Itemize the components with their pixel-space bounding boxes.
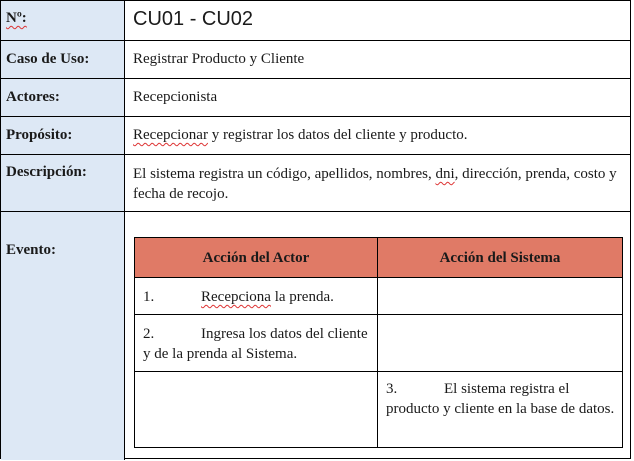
caso-de-uso-label: Caso de Uso:: [1, 41, 125, 78]
proposito-label: Propósito:: [1, 117, 125, 154]
event-flow-header: [135, 238, 622, 278]
event-flow-table: [134, 237, 623, 448]
system-step-empty-2: [378, 315, 622, 371]
header-accion-sistema: Acción del Sistema: [439, 250, 561, 266]
header-accion-actor: Acción del Actor: [135, 238, 378, 277]
actor-step-1: 1. Recepciona la prenda.: [135, 278, 378, 314]
actores-value: Recepcionista: [133, 89, 218, 105]
system-step-3: 3. El sistema registra el producto y cliente en la base de datos.: [386, 381, 615, 417]
numero-label: Nº:: [1, 1, 125, 40]
proposito-value: [125, 117, 630, 154]
caso-de-uso-value: Registrar Producto y Cliente: [133, 51, 305, 67]
system-step-empty-1: [378, 278, 622, 314]
evento-label: Evento:: [1, 212, 125, 460]
row-numero: [1, 1, 630, 41]
descripcion-value: El sistema registra un código, apellidos, nombres, dni, dirección, prenda, costo y fecha de recojo.: [133, 166, 617, 202]
event-row-3: [135, 372, 622, 447]
event-row-1: [135, 278, 622, 315]
descripcion-label: Descripción:: [1, 155, 125, 211]
numero-value: CU01 - CU02: [133, 8, 254, 30]
proposito-verb: Recepcionar: [133, 127, 208, 143]
actor-step-2: 2. Ingresa los datos del cliente y de la prenda al Sistema.: [135, 315, 378, 371]
actores-label: Actores:: [1, 79, 125, 116]
row-caso-de-uso: [1, 41, 630, 79]
proposito-rest: y registrar los datos del cliente y producto.: [207, 127, 468, 143]
row-proposito: [1, 117, 630, 155]
row-actores: [1, 79, 630, 117]
row-descripcion: [1, 155, 630, 212]
event-row-2: [135, 315, 622, 372]
actor-step-empty-3: [135, 372, 378, 447]
